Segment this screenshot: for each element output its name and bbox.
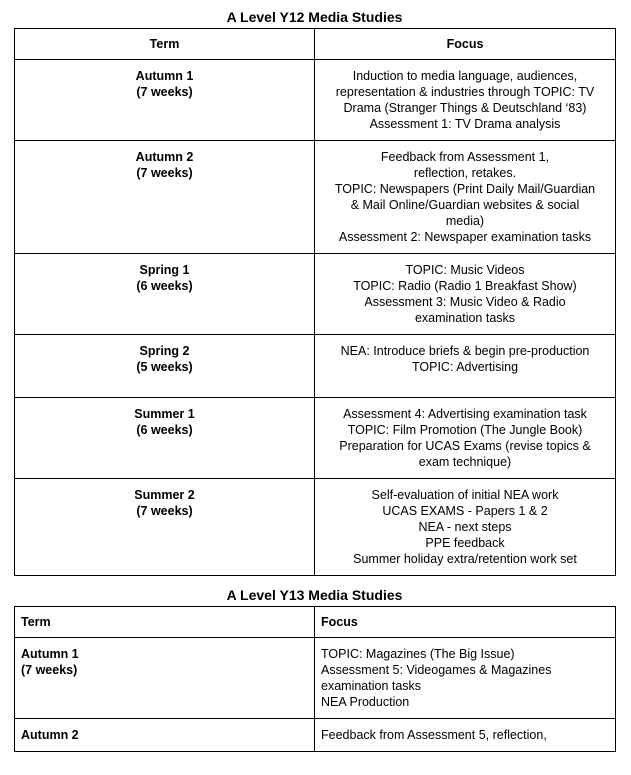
term-line: (5 weeks)	[136, 360, 193, 374]
focus-line: NEA: Introduce briefs & begin pre-production	[340, 344, 590, 358]
focus-cell	[315, 398, 616, 479]
focus-line: media)	[445, 214, 485, 228]
table-row	[15, 60, 616, 141]
focus-line: exam technique)	[418, 455, 512, 469]
term-line: (6 weeks)	[136, 279, 193, 293]
term-line: (7 weeks)	[136, 504, 193, 518]
y13-header-row	[15, 607, 616, 638]
focus-line: PPE feedback	[425, 536, 505, 550]
table-row	[15, 335, 616, 398]
term-cell	[15, 719, 315, 752]
y12-table	[14, 28, 616, 576]
term-line: (7 weeks)	[136, 166, 193, 180]
focus-line: Summer holiday extra/retention work set	[353, 552, 577, 566]
focus-line: & Mail Online/Guardian websites & social	[350, 198, 580, 212]
table-row	[15, 254, 616, 335]
term-cell	[15, 638, 315, 719]
focus-line: Feedback from Assessment 5, reflection,	[321, 728, 547, 742]
table-row	[15, 479, 616, 576]
term-line: Autumn 2	[21, 728, 79, 742]
term-header: Term	[15, 607, 315, 638]
y13-title: A Level Y13 Media Studies	[226, 587, 403, 603]
term-header: Term	[15, 29, 315, 60]
term-line: Summer 1	[134, 407, 195, 421]
focus-line: Feedback from Assessment 1,	[380, 150, 550, 164]
focus-line: UCAS EXAMS - Papers 1 & 2	[382, 504, 548, 518]
focus-header: Focus	[315, 29, 616, 60]
table-row	[15, 398, 616, 479]
focus-line: Induction to media language, audiences,	[352, 69, 578, 83]
term-cell	[15, 254, 315, 335]
focus-cell	[315, 719, 616, 752]
y13-table	[14, 606, 616, 752]
focus-line: Preparation for UCAS Exams (revise topics &	[339, 439, 591, 453]
term-line: (7 weeks)	[21, 663, 78, 677]
focus-line: TOPIC: Newspapers (Print Daily Mail/Guardian	[334, 182, 596, 196]
term-line: (6 weeks)	[136, 423, 193, 437]
focus-cell	[315, 638, 616, 719]
focus-line: TOPIC: Advertising	[411, 360, 519, 374]
term-cell	[15, 335, 315, 398]
term-cell	[15, 60, 315, 141]
focus-line: TOPIC: Film Promotion (The Jungle Book)	[347, 423, 583, 437]
focus-line: NEA Production	[321, 695, 410, 709]
term-cell	[15, 398, 315, 479]
focus-cell	[315, 479, 616, 576]
focus-line: Self-evaluation of initial NEA work	[371, 488, 559, 502]
table-row	[15, 719, 616, 752]
focus-line: examination tasks	[414, 311, 516, 325]
table-row	[15, 638, 616, 719]
focus-cell	[315, 141, 616, 254]
term-cell	[15, 479, 315, 576]
y12-title: A Level Y12 Media Studies	[226, 9, 403, 25]
focus-line: Assessment 4: Advertising examination task	[343, 407, 587, 421]
term-line: Autumn 2	[135, 150, 194, 164]
term-line: Autumn 1	[21, 647, 79, 661]
focus-line: examination tasks	[321, 679, 422, 693]
term-line: Autumn 1	[135, 69, 194, 83]
focus-line: representation & industries through TOPIC: TV	[335, 85, 595, 99]
focus-line: NEA - next steps	[418, 520, 512, 534]
term-line: Summer 2	[134, 488, 195, 502]
focus-line: TOPIC: Radio (Radio 1 Breakfast Show)	[353, 279, 577, 293]
focus-line: TOPIC: Music Videos	[405, 263, 525, 277]
focus-line: Assessment 3: Music Video & Radio	[364, 295, 566, 309]
focus-line: Assessment 1: TV Drama analysis	[369, 117, 561, 131]
term-line: (7 weeks)	[136, 85, 193, 99]
y12-header-row	[15, 29, 616, 60]
focus-header: Focus	[315, 607, 616, 638]
focus-line: reflection, retakes.	[413, 166, 517, 180]
focus-line: Assessment 2: Newspaper examination tasks	[338, 230, 592, 244]
term-line: Spring 1	[139, 263, 190, 277]
term-cell	[15, 141, 315, 254]
focus-line: Drama (Stranger Things & Deutschland ‘83)	[343, 101, 587, 115]
focus-line: TOPIC: Magazines (The Big Issue)	[321, 647, 515, 661]
focus-cell	[315, 254, 616, 335]
focus-line: Assessment 5: Videogames & Magazines	[321, 663, 552, 677]
focus-cell	[315, 335, 616, 398]
table-row	[15, 141, 616, 254]
term-line: Spring 2	[139, 344, 190, 358]
focus-cell	[315, 60, 616, 141]
